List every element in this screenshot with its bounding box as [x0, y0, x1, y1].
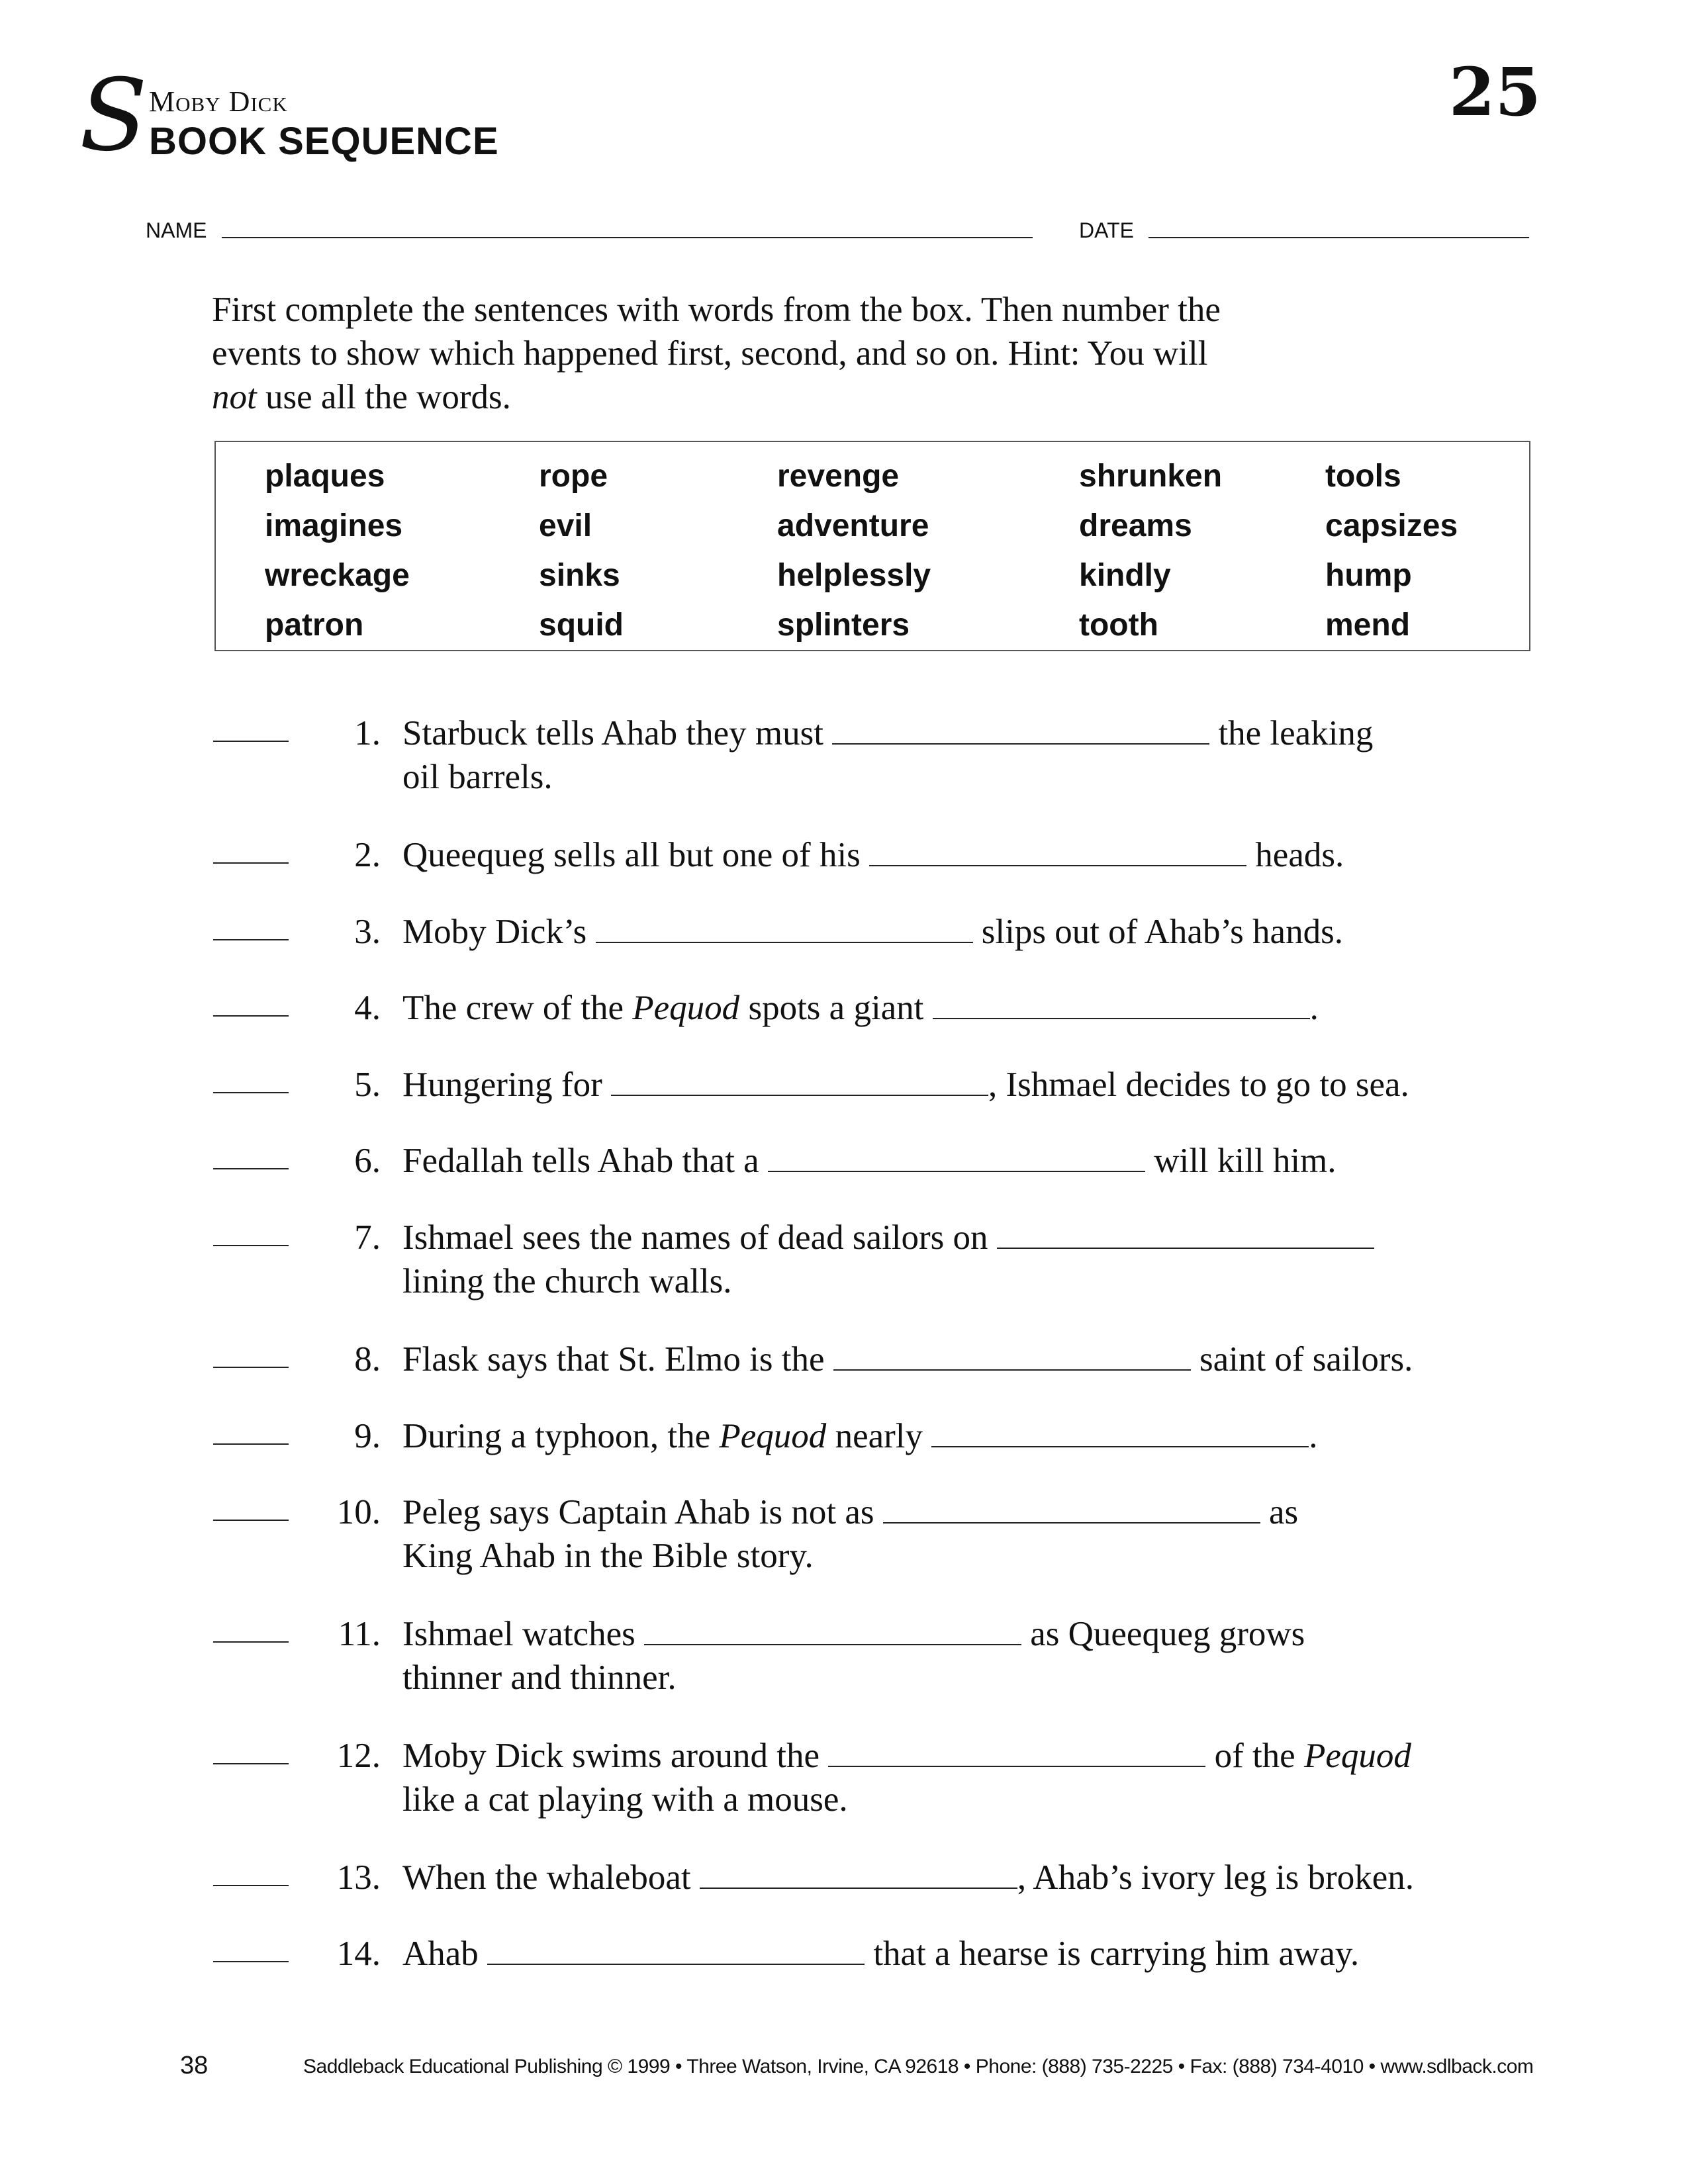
sentence-text: slips out of Ahab’s hands. — [972, 913, 1343, 951]
sentence-text: like a cat playing with a mouse. — [402, 1780, 848, 1819]
item-sentence — [402, 1932, 1561, 1976]
instructions-line: events to show which happened first, second, and so on. Hint: You will — [212, 334, 1208, 373]
sequence-item — [0, 1216, 1688, 1302]
answer-blank[interactable] — [832, 713, 1209, 745]
sentence-text: Ishmael sees the names of dead sailors on — [402, 1218, 997, 1257]
instructions-line: First complete the sentences with words from the box. Then number the — [212, 291, 1221, 329]
sequence-item — [0, 1734, 1688, 1820]
answer-blank[interactable] — [596, 911, 973, 943]
sentence-text: The crew of the — [402, 989, 633, 1027]
answer-blank[interactable] — [700, 1857, 1017, 1889]
order-blank[interactable] — [213, 1015, 289, 1017]
item-number: 10. — [336, 1493, 381, 1531]
sequence-item — [0, 1063, 1688, 1149]
instructions-line — [212, 375, 1443, 419]
sequence-item — [0, 1139, 1688, 1225]
item-sentence — [402, 1490, 1561, 1578]
item-number: 5. — [354, 1066, 381, 1104]
item-number: 9. — [354, 1417, 381, 1455]
order-blank[interactable] — [213, 1245, 289, 1246]
word-bank-word: capsizes — [1325, 508, 1458, 543]
word-bank-word: mend — [1325, 608, 1411, 643]
word-bank-word: dreams — [1079, 508, 1192, 543]
sequence-item — [0, 711, 1688, 797]
item-number: 14. — [336, 1934, 381, 1973]
answer-blank[interactable] — [828, 1735, 1205, 1767]
sentence-text: King Ahab in the Bible story. — [402, 1537, 814, 1575]
word-bank-word: plaques — [265, 459, 385, 494]
item-sentence — [402, 711, 1561, 799]
sentence-text: Moby Dick’s — [402, 913, 596, 951]
item-number: 7. — [354, 1218, 381, 1257]
item-number: 12. — [336, 1737, 381, 1775]
item-sentence — [402, 1414, 1561, 1458]
word-bank-word: sinks — [539, 558, 620, 593]
instructions-emphasis: not — [212, 378, 257, 416]
item-sentence — [402, 1139, 1561, 1183]
ship-name: Pequod — [632, 989, 740, 1027]
word-bank-word: rope — [539, 459, 608, 494]
word-bank-word: adventure — [777, 508, 929, 543]
sentence-text: Moby Dick swims around the — [402, 1737, 829, 1775]
item-number: 6. — [354, 1142, 381, 1180]
sentence-text: During a typhoon, the — [402, 1417, 720, 1455]
item-number: 13. — [336, 1858, 381, 1897]
sentence-text: Queequeg sells all but one of his — [402, 836, 870, 874]
ship-name: Pequod — [1303, 1737, 1411, 1775]
item-sentence — [402, 1856, 1561, 1899]
sentence-text: , Ishmael decides to go to sea. — [988, 1066, 1409, 1104]
sentence-text: lining the church walls. — [402, 1262, 732, 1300]
sentence-text: that a hearse is carrying him away. — [865, 1934, 1360, 1973]
sentence-text: . — [1309, 989, 1319, 1027]
answer-blank[interactable] — [997, 1217, 1374, 1249]
sentence-text: Starbuck tells Ahab they must — [402, 714, 833, 752]
name-field[interactable] — [222, 237, 1033, 238]
sentence-text: of the — [1205, 1737, 1304, 1775]
sentence-text: . — [1309, 1417, 1318, 1455]
word-bank-word: hump — [1325, 558, 1412, 593]
item-number: 4. — [354, 989, 381, 1027]
sequence-item — [0, 910, 1688, 996]
sentence-text: as Queequeg grows — [1021, 1615, 1305, 1653]
word-bank-word: shrunken — [1079, 459, 1223, 494]
order-blank[interactable] — [213, 1885, 289, 1886]
item-number: 3. — [354, 913, 381, 951]
instructions-line-rest: use all the words. — [256, 378, 511, 416]
answer-blank[interactable] — [869, 835, 1246, 866]
sentence-text: Ishmael watches — [402, 1615, 644, 1653]
word-bank — [214, 441, 1530, 651]
order-blank[interactable] — [213, 939, 289, 940]
word-bank-word: revenge — [777, 459, 900, 494]
publisher-logo: S — [79, 58, 148, 173]
sentence-text: , Ahab’s ivory leg is broken. — [1017, 1858, 1414, 1897]
sentence-text: When the whaleboat — [402, 1858, 700, 1897]
item-sentence — [402, 1734, 1561, 1821]
word-bank-word: kindly — [1079, 558, 1171, 593]
series-title: Moby Dick — [149, 85, 288, 118]
sentence-text: oil barrels. — [402, 758, 553, 796]
order-blank[interactable] — [213, 1168, 289, 1169]
item-sentence — [402, 1216, 1561, 1303]
word-bank-word: squid — [539, 608, 624, 643]
ship-name: Pequod — [719, 1417, 827, 1455]
answer-blank[interactable] — [883, 1492, 1260, 1524]
sentence-text: Ahab — [402, 1934, 488, 1973]
date-label: DATE — [1079, 218, 1134, 242]
answer-blank[interactable] — [487, 1933, 865, 1965]
sentence-text: will kill him. — [1145, 1142, 1336, 1180]
instructions — [212, 288, 1443, 419]
sequence-item — [0, 1338, 1688, 1424]
item-sentence — [402, 986, 1561, 1030]
answer-blank[interactable] — [933, 987, 1310, 1019]
order-blank[interactable] — [213, 1092, 289, 1093]
order-blank[interactable] — [213, 1520, 289, 1521]
item-number: 11. — [338, 1615, 381, 1653]
item-sentence — [402, 833, 1561, 877]
item-number: 1. — [354, 714, 381, 752]
publisher-credit: Saddleback Educational Publishing © 1999 • Three Watson, Irvine, CA 92618 • Phone: (888) 735-2225 • Fax: (888) 734-4010 • www.sdlback.com — [303, 2056, 1534, 2077]
word-bank-word: tooth — [1079, 608, 1158, 643]
sentence-text: as — [1260, 1493, 1299, 1531]
answer-blank[interactable] — [611, 1064, 988, 1096]
order-blank[interactable] — [213, 862, 289, 864]
item-number: 8. — [354, 1340, 381, 1379]
order-blank[interactable] — [213, 1443, 289, 1445]
sequence-item — [0, 1932, 1688, 2018]
sentence-text: heads. — [1246, 836, 1344, 874]
item-sentence — [402, 1338, 1561, 1381]
sentence-text: nearly — [826, 1417, 932, 1455]
item-sentence — [402, 910, 1561, 954]
order-blank[interactable] — [213, 1763, 289, 1764]
sequence-item — [0, 1414, 1688, 1500]
order-blank[interactable] — [213, 1641, 289, 1643]
word-bank-word: wreckage — [265, 558, 410, 593]
sentence-text: the leaking — [1209, 714, 1374, 752]
answer-blank[interactable] — [931, 1416, 1309, 1447]
page-number: 38 — [180, 2052, 209, 2079]
sequence-item — [0, 1612, 1688, 1698]
activity-number: 25 — [1448, 53, 1541, 131]
item-sentence — [402, 1612, 1561, 1700]
sentence-text: Hungering for — [402, 1066, 611, 1104]
answer-blank[interactable] — [644, 1614, 1021, 1645]
sentence-text: spots a giant — [739, 989, 933, 1027]
name-label: NAME — [146, 218, 207, 242]
word-bank-word: splinters — [777, 608, 910, 643]
word-bank-word: evil — [539, 508, 592, 543]
answer-blank[interactable] — [768, 1140, 1145, 1172]
word-bank-word: helplessly — [777, 558, 931, 593]
order-blank[interactable] — [213, 1367, 289, 1368]
order-blank[interactable] — [213, 1961, 289, 1962]
page-title: BOOK SEQUENCE — [149, 120, 499, 163]
sentence-text: Peleg says Captain Ahab is not as — [402, 1493, 883, 1531]
item-number: 2. — [354, 836, 381, 874]
word-bank-word: tools — [1325, 459, 1401, 494]
order-blank[interactable] — [213, 741, 289, 742]
item-sentence — [402, 1063, 1561, 1107]
word-bank-word: patron — [265, 608, 364, 643]
word-bank-word: imagines — [265, 508, 403, 543]
sentence-text: Fedallah tells Ahab that a — [402, 1142, 768, 1180]
sequence-item — [0, 833, 1688, 919]
sequence-item — [0, 1490, 1688, 1576]
sentence-text: saint of sailors. — [1190, 1340, 1413, 1379]
date-field[interactable] — [1149, 237, 1529, 238]
sentence-text: thinner and thinner. — [402, 1659, 677, 1697]
sentence-text: Flask says that St. Elmo is the — [402, 1340, 833, 1379]
sequence-item — [0, 1856, 1688, 1942]
answer-blank[interactable] — [833, 1339, 1191, 1371]
sequence-item — [0, 986, 1688, 1072]
